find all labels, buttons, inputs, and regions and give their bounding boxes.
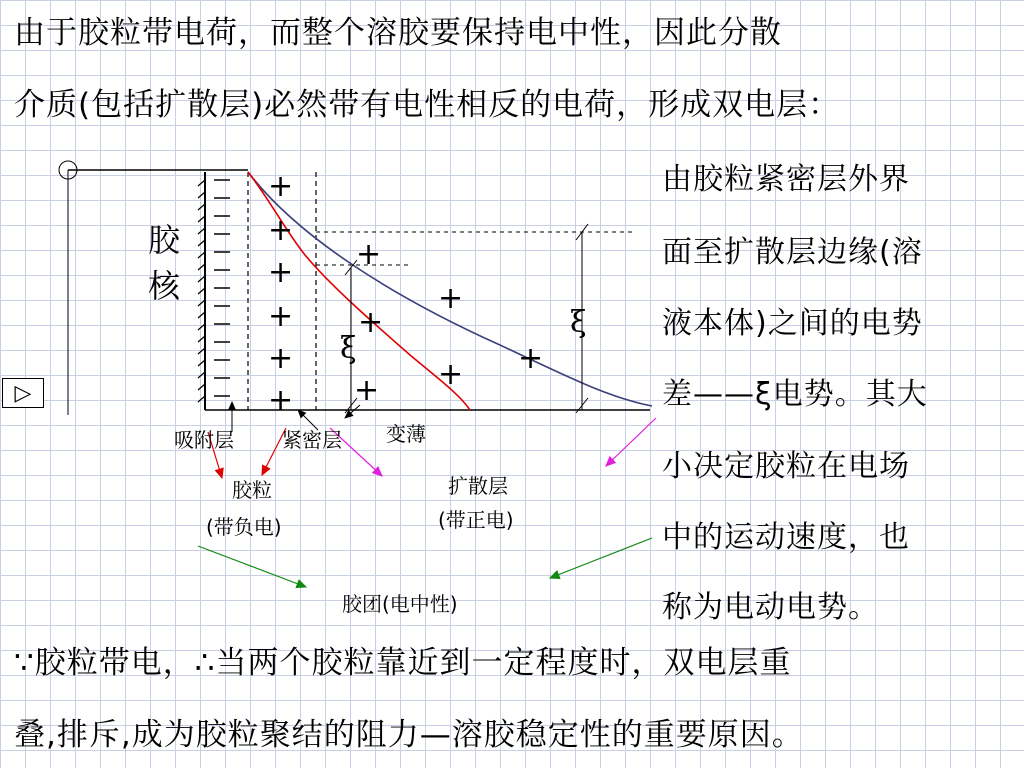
label-compact-layer: 紧密层: [282, 428, 342, 452]
side-text-line-4: 差——ξ电势。其大: [662, 377, 928, 412]
hatch-mark: [198, 336, 205, 342]
hatch-mark: [198, 372, 205, 378]
side-text-line-7: 称为电动电势。: [662, 590, 879, 625]
arrow-diffuse-right: [606, 418, 656, 466]
hatch-mark: [198, 240, 205, 246]
label-micelle: 胶团(电中性): [342, 592, 458, 616]
side-text-line-5: 小决定胶粒在电场: [662, 449, 910, 484]
plus-sign: +: [356, 237, 382, 272]
hatch-mark: [198, 216, 205, 222]
hatch-mark: [198, 288, 205, 294]
xi-symbol-large: ξ: [570, 305, 587, 340]
plus-sign: +: [268, 299, 294, 334]
hatch-mark: [198, 396, 205, 402]
hatch-mark: [198, 324, 205, 330]
conclusion-line-1: ∵胶粒带电，∴当两个胶粒靠近到一定程度时，双电层重: [14, 645, 792, 681]
arrow-compact: [298, 410, 318, 430]
hatch-mark: [198, 300, 205, 306]
arrow-micelle-right: [550, 538, 652, 578]
plus-sign: +: [268, 341, 294, 376]
core-label-2: 核: [148, 267, 181, 305]
plus-sign: +: [354, 373, 380, 408]
label-positive-charge: (带正电): [438, 508, 514, 532]
plus-sign: +: [268, 169, 294, 204]
side-text-line-2: 面至扩散层边缘(溶: [662, 235, 923, 270]
hatch-mark: [198, 360, 205, 366]
hatch-mark: [198, 312, 205, 318]
conclusion-line-2: 叠,排斥,成为胶粒聚结的阻力—溶胶稳定性的重要原因。: [14, 717, 804, 753]
hatch-mark: [198, 276, 205, 282]
play-icon: ▷: [14, 380, 32, 406]
plus-sign: +: [268, 213, 294, 248]
side-text-line-1: 由胶粒紧密层外界: [662, 162, 910, 197]
plus-sign: +: [518, 341, 544, 376]
plus-sign: +: [438, 281, 464, 316]
hatch-mark: [198, 228, 205, 234]
hatch-mark: [198, 204, 205, 210]
plus-sign: +: [358, 305, 384, 340]
label-adsorption-layer: 吸附层: [174, 428, 234, 452]
hatch-mark: [198, 192, 205, 198]
arrow-thinning: [345, 405, 360, 418]
plus-sign: +: [438, 357, 464, 392]
intro-line-2: 介质(包括扩散层)必然带有电性相反的电荷，形成双电层：: [14, 87, 841, 123]
side-text-line-6: 中的运动速度，也: [662, 520, 910, 555]
positive-charges: [268, 169, 543, 418]
label-negative-charge: (带负电): [206, 515, 282, 539]
hatch-mark: [198, 348, 205, 354]
arrow-micelle-left: [198, 546, 306, 587]
hatch-mark: [198, 252, 205, 258]
side-text-line-3: 液本体)之间的电势: [662, 306, 923, 341]
plus-sign: +: [268, 383, 294, 418]
hatch-mark: [198, 264, 205, 270]
wall-hatching: [198, 180, 205, 402]
hatch-mark: [198, 180, 205, 186]
negative-charges: [214, 180, 230, 396]
label-thinning: 变薄: [386, 422, 426, 446]
intro-line-1: 由于胶粒带电荷，而整个溶胶要保持电中性，因此分散: [14, 15, 782, 51]
hatch-mark: [198, 384, 205, 390]
xi-symbol-small: ξ: [340, 331, 357, 366]
label-colloidal-particle: 胶粒: [232, 478, 272, 502]
play-button[interactable]: [2, 378, 44, 408]
label-diffuse-layer: 扩散层: [448, 474, 508, 498]
plus-sign: +: [268, 255, 294, 290]
core-label-1: 胶: [148, 221, 181, 259]
